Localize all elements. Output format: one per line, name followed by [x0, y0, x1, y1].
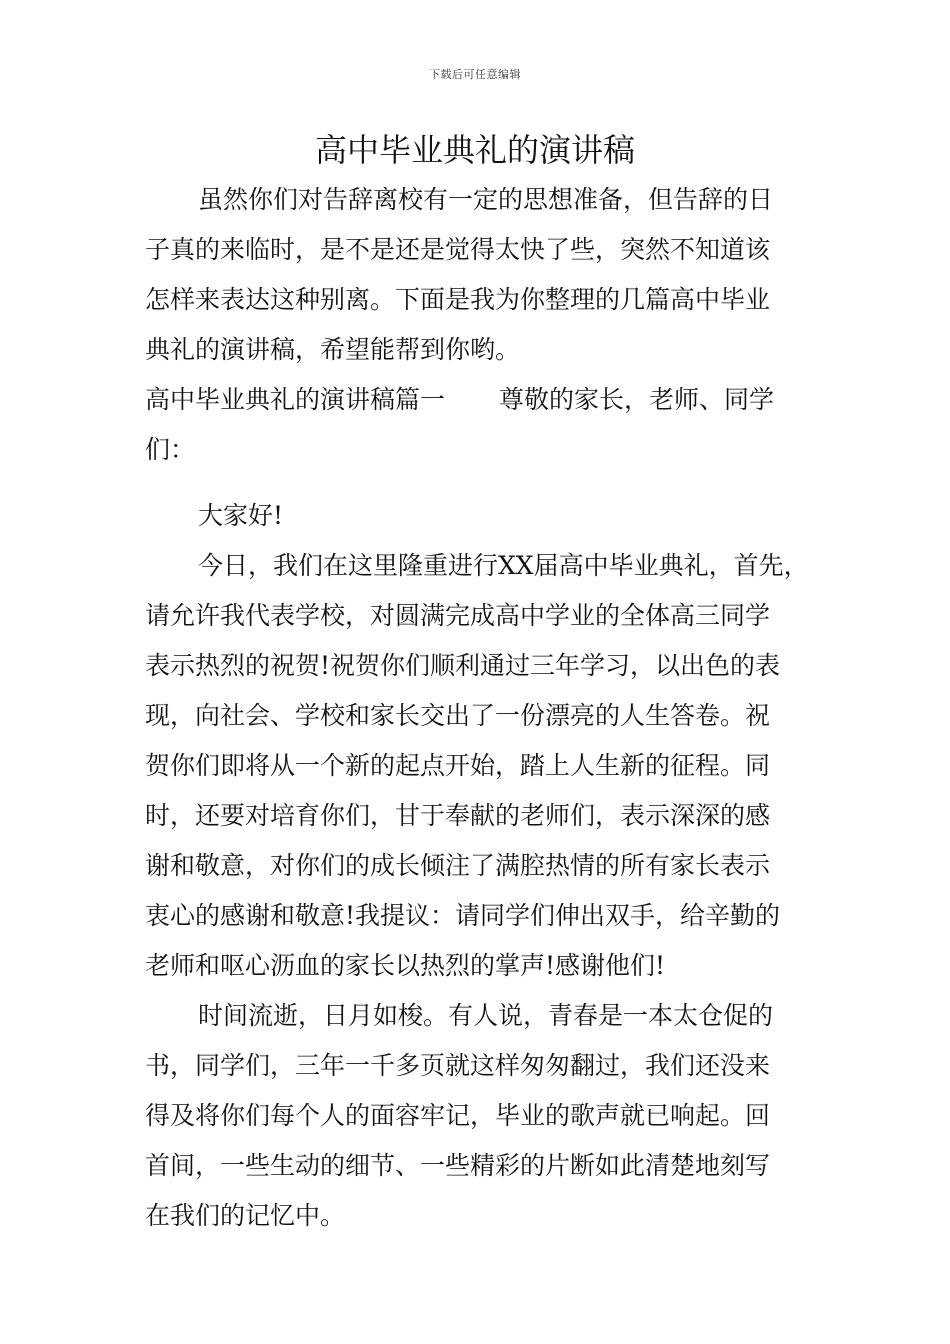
text-line: 在我们的记忆中。 — [145, 1201, 346, 1230]
text-line: 虽然你们对告辞离校有一定的思想准备，但告辞的日 — [198, 185, 774, 214]
text-line: 时间流逝，日月如梭。有人说，青春是一本太仓促的 — [198, 1001, 774, 1030]
text-line: 衷心的感谢和敬意!我提议：请同学们伸出双手，给辛勤的 — [145, 901, 781, 930]
header-note: 下载后可任意编辑 — [429, 68, 521, 81]
document-body — [145, 175, 810, 1241]
document-title: 高中毕业典礼的演讲稿 — [314, 131, 635, 169]
text-line: 请允许我代表学校，对圆满完成高中学业的全体高三同学 — [145, 601, 771, 630]
text-line: 怎样来表达这种别离。下面是我为你整理的几篇高中毕业 — [145, 285, 771, 314]
text-line: 首间，一些生动的细节、一些精彩的片断如此清楚地刻写 — [145, 1151, 771, 1180]
text-line: 贺你们即将从一个新的起点开始，踏上人生新的征程。同 — [145, 751, 771, 780]
text-line: 典礼的演讲稿，希望能帮到你哟。 — [145, 335, 521, 364]
text-line: 今日，我们在这里隆重进行XX届高中毕业典礼，首先， — [198, 551, 809, 580]
paragraph-1 — [145, 541, 810, 991]
text-line: 现，向社会、学校和家长交出了一份漂亮的人生答卷。祝 — [145, 701, 771, 730]
text-line: 表示热烈的祝贺!祝贺你们顺利通过三年学习，以出色的表 — [145, 651, 781, 680]
text-line: 得及将你们每个人的面容牢记，毕业的歌声就已响起。回 — [145, 1101, 771, 1130]
text-line: 老师和呕心沥血的家长以热烈的掌声!感谢他们! — [145, 951, 666, 980]
paragraph-2 — [145, 991, 810, 1241]
text-line: 书，同学们，三年一千多页就这样匆匆翻过，我们还没来 — [145, 1051, 771, 1080]
salutation: 尊敬的家长，老师、同学 — [499, 385, 775, 414]
section-heading: 高中毕业典礼的演讲稿篇一 — [145, 385, 446, 414]
section-heading-line — [145, 375, 810, 425]
text-line: 谢和敬意，对你们的成长倾注了满腔热情的所有家长表示 — [145, 851, 771, 880]
intro-paragraph — [145, 175, 810, 375]
text-line: 时，还要对培育你们，甘于奉献的老师们，表示深深的感 — [145, 801, 771, 830]
salutation-end: 们： — [145, 435, 196, 464]
greeting: 大家好! — [198, 501, 284, 530]
text-line: 子真的来临时，是不是还是觉得太快了些，突然不知道该 — [145, 235, 771, 264]
